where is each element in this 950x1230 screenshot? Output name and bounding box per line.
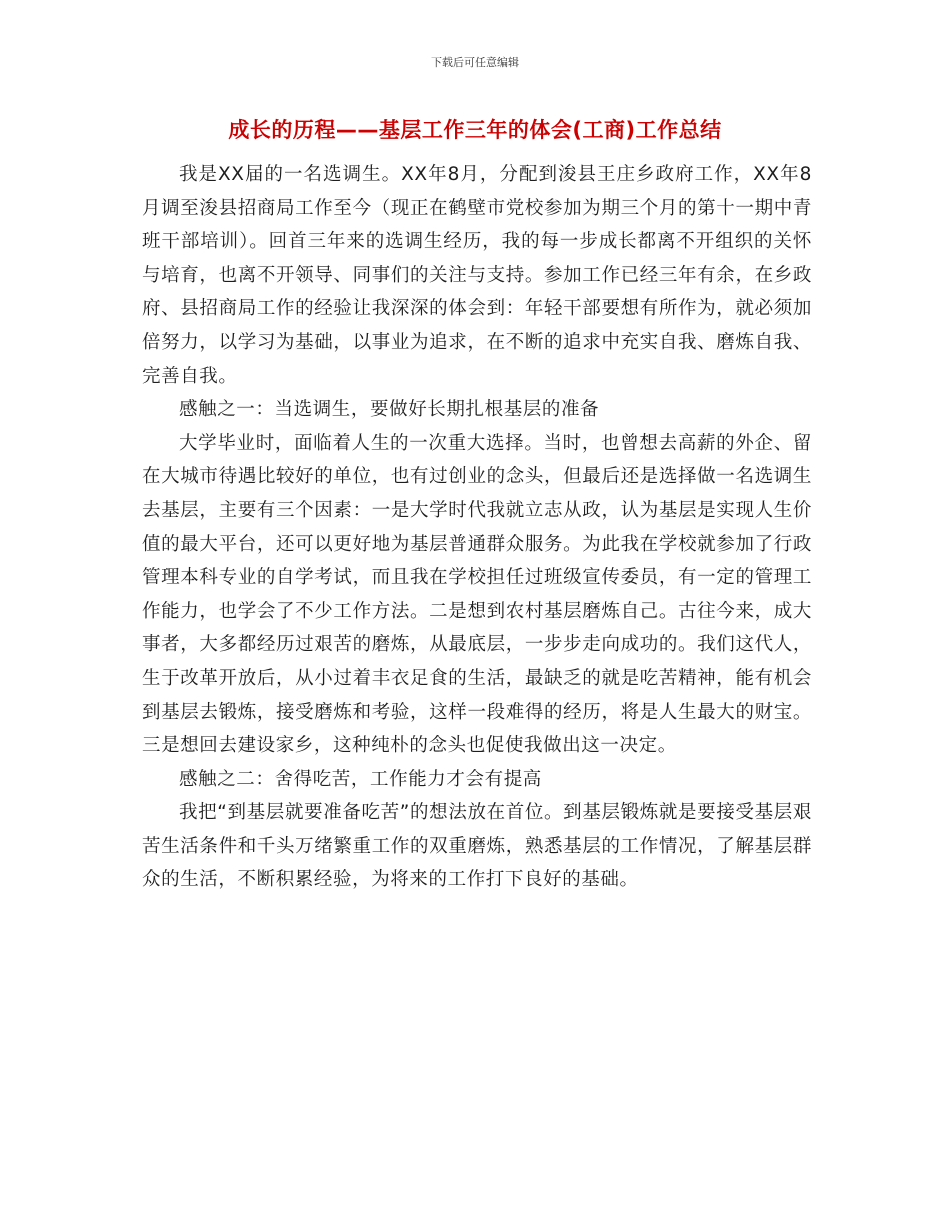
paragraph-section-2: 我把“到基层就要准备吃苦”的想法放在首位。到基层锻炼就是要接受基层艰苦生活条件和千头万绪繁重工作的双重磨炼，熟悉基层的工作情况，了解基层群众的生活，不断积累经验，为将来的工作打下良好的基础。 (142, 802, 812, 891)
document-body (142, 158, 812, 897)
header-note: 下载后可任意编辑 (431, 56, 519, 69)
paragraph-section-1: 大学毕业时，面临着人生的一次重大选择。当时，也曾想去高薪的外企、留在大城市待遇比较好的单位，也有过创业的念头，但最后还是选择做一名选调生去基层，主要有三个因素：一是大学时代我就立志从政，认为基层是实现人生价值的最大平台，还可以更好地为基层普通群众服务。为此我在学校就参加了行政管理本科专业的自学考试，而且我在学校担任过班级宣传委员，有一定的管理工作能力，也学会了不少工作方法。二是想到农村基层磨炼自己。古往今来，成大事者，大多都经历过艰苦的磨炼，从最底层，一步步走向成功的。我们这代人，生于改革开放后，从小过着丰衣足食的生活，最缺乏的就是吃苦精神，能有机会到基层去锻炼，接受磨炼和考验，这样一段难得的经历，将是人生最大的财宝。三是想回去建设家乡，这种纯朴的念头也促使我做出这一决定。 (142, 432, 812, 757)
paragraph-intro: 我是XX届的一名选调生。XX年8月，分配到浚县王庄乡政府工作，XX年8月调至浚县招商局工作至今（现正在鹤壁市党校参加为期三个月的第十一期中青班干部培训）。回首三年来的选调生经历，我的每一步成长都离不开组织的关怀与培育，也离不开领导、同事们的关注与支持。参加工作已经三年有余，在乡政府、县招商局工作的经验让我深深的体会到：年轻干部要想有所作为，就必须加倍努力，以学习为基础，以事业为追求，在不断的追求中充实自我、磨炼自我、完善自我。 (142, 164, 812, 387)
section-heading-1: 感触之一：当选调生，要做好长期扎根基层的准备 (179, 399, 600, 421)
section-heading-2: 感触之二：舍得吃苦，工作能力才会有提高 (179, 768, 542, 790)
document-title: 成长的历程——基层工作三年的体会(工商)工作总结 (228, 118, 722, 142)
